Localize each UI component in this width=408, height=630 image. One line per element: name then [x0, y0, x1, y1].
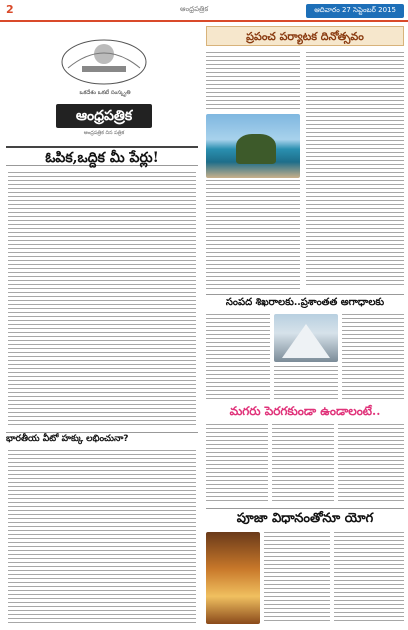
tourism-day-banner: ప్రపంచ పర్యాటక దినోత్సవం [206, 26, 404, 46]
article-body [338, 424, 404, 504]
article-body [8, 450, 196, 624]
article-body [264, 532, 330, 624]
peak-shape [282, 324, 330, 358]
article-body [206, 192, 300, 290]
article-body [272, 424, 334, 504]
article-body [8, 172, 196, 428]
newspaper-logo: ఆంధ్రపత్రిక [56, 104, 152, 128]
section-label: ఆంధ్రపత్రిక [180, 5, 209, 13]
beach-photo [206, 114, 300, 178]
photo-caption [206, 180, 300, 190]
left-subheadline: భారతీయ వీటో హక్కు లభించునా? [6, 432, 198, 446]
temple-photo [206, 532, 260, 624]
article-body [342, 314, 404, 400]
mountain-photo [274, 314, 338, 362]
second-headline: సంపద శిఖరాలకు..ప్రశాంతత అగాధాలకు [206, 294, 404, 310]
article-body [206, 314, 270, 400]
article-body [206, 52, 300, 110]
article-body [334, 532, 404, 624]
article-body [206, 424, 268, 504]
date-badge: ఆదివారం 27 సెప్టెంబర్ 2015 [306, 4, 404, 18]
article-body [274, 366, 338, 400]
page-number: 2 [6, 3, 14, 16]
yoga-headline: పూజా విధానంతోనూ యోగ [206, 508, 404, 528]
pink-headline: మగరు పెరగకుండా ఉండాలంటే.. [229, 404, 381, 418]
page-header [0, 0, 408, 22]
emblem-icon [58, 28, 150, 88]
article-body [306, 52, 404, 286]
cliff-shape [236, 134, 276, 164]
tagline: ఒకదేశం ఒకటే సంస్కృతి [79, 90, 131, 96]
logo-subtitle: ఆంధ్రపత్రిక దిన పత్రిక [83, 130, 125, 136]
left-headline: ఓపిక,ఒద్దిక మీ పేర్లు! [6, 146, 198, 166]
